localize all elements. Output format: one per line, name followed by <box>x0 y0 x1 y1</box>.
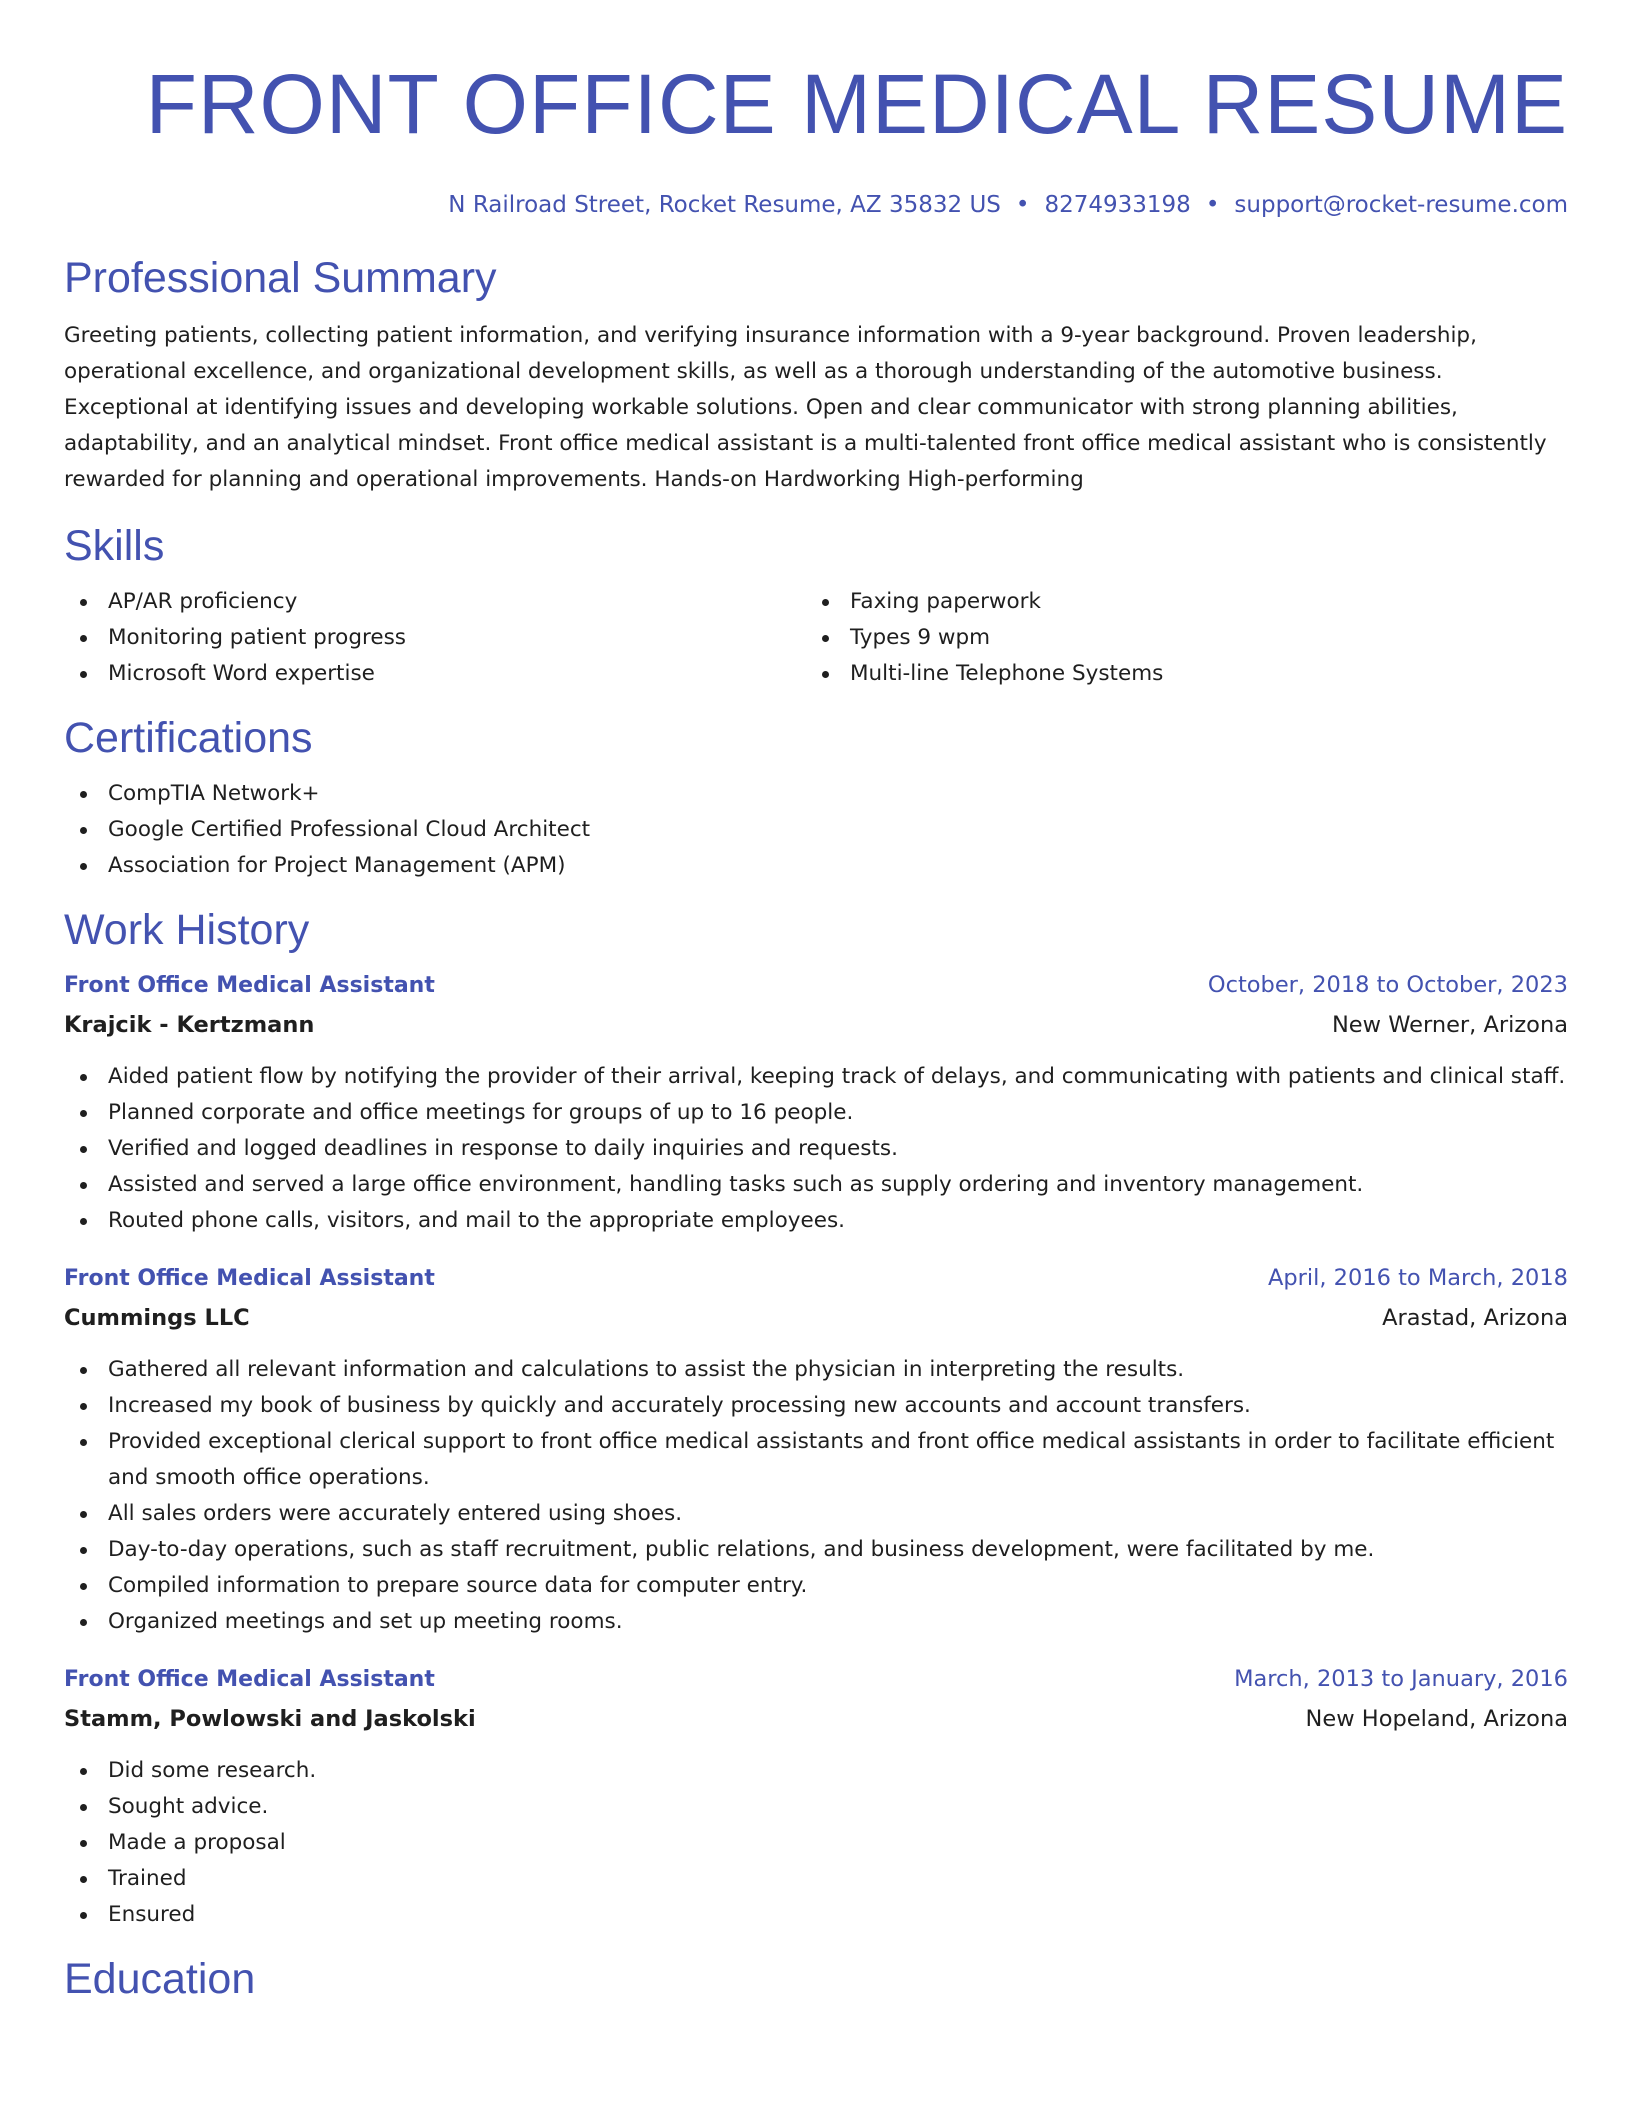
contact-email[interactable]: support@rocket-resume.com <box>1234 192 1568 218</box>
resume-page <box>64 0 1568 2005</box>
job-header-row <box>64 966 1568 1005</box>
contact-separator: • <box>1015 192 1030 218</box>
summary-heading: Professional Summary <box>64 254 497 302</box>
job-bullet: Increased my book of business by quickly and accurately processing new accounts and account transfers. <box>64 1388 1568 1424</box>
job-bullet: Planned corporate and office meetings for groups of up to 16 people. <box>64 1095 1568 1131</box>
skill-item: Monitoring patient progress <box>64 620 806 656</box>
certifications-list <box>64 776 1568 884</box>
job-bullets <box>64 1352 1568 1640</box>
skills-list-right <box>806 584 1548 692</box>
skill-item: Multi-line Telephone Systems <box>806 656 1548 692</box>
job-bullet: Organized meetings and set up meeting rooms. <box>64 1604 1568 1640</box>
skill-item: Types 9 wpm <box>806 620 1548 656</box>
skill-item: AP/AR proficiency <box>64 584 806 620</box>
job-header-row <box>64 1660 1568 1699</box>
summary-text: Greeting patients, collecting patient information, and verifying insurance information with a 9-year background. Proven leadership, operational excellence, and organizational development skills, as well as a thorough understanding of the automotive business. Exceptional at identifying issues and developing workable solutions. Open and clear communicator with strong planning abilities, adaptability, and an analytical mindset. Front office medical assistant is a multi-talented front office medical assistant who is consistently rewarded for planning and operational improvements. Hands-on Hardworking High-performing <box>64 323 1547 492</box>
job-location: Arastad, Arizona <box>1382 1305 1568 1331</box>
work-history-section <box>64 904 1568 1933</box>
skills-grid <box>64 584 1568 692</box>
job-title: Front Office Medical Assistant <box>64 1667 435 1692</box>
certifications-section <box>64 712 1568 884</box>
work-history-heading: Work History <box>64 906 310 954</box>
certification-item: Google Certified Professional Cloud Architect <box>64 812 1568 848</box>
skills-heading: Skills <box>64 522 165 570</box>
resume-title: FRONT OFFICE MEDICAL RESUME <box>145 57 1568 151</box>
job-bullet: Sought advice. <box>64 1789 1568 1825</box>
job-bullet: Verified and logged deadlines in response to daily inquiries and requests. <box>64 1131 1568 1167</box>
job-bullet: Day-to-day operations, such as staff recruitment, public relations, and business development, were facilitated by me. <box>64 1532 1568 1568</box>
certification-item: CompTIA Network+ <box>64 776 1568 812</box>
job-entry <box>64 1259 1568 1640</box>
education-section <box>64 1953 1568 2005</box>
contact-line <box>64 190 1568 220</box>
skills-list-left <box>64 584 806 692</box>
job-bullet: All sales orders were accurately entered using shoes. <box>64 1496 1568 1532</box>
summary-section <box>64 252 1568 498</box>
job-bullet: Did some research. <box>64 1753 1568 1789</box>
job-bullets <box>64 1753 1568 1933</box>
job-bullets <box>64 1059 1568 1239</box>
job-location: New Hopeland, Arizona <box>1305 1706 1568 1732</box>
skill-item: Microsoft Word expertise <box>64 656 806 692</box>
skills-section <box>64 520 1568 692</box>
certifications-heading: Certifications <box>64 714 313 762</box>
job-bullet: Assisted and served a large office environment, handling tasks such as supply ordering and inventory management. <box>64 1167 1568 1203</box>
contact-address: N Railroad Street, Rocket Resume, AZ 35832 US <box>448 192 1001 218</box>
job-bullet: Ensured <box>64 1897 1568 1933</box>
certification-item: Association for Project Management (APM) <box>64 848 1568 884</box>
job-dates: October, 2018 to October, 2023 <box>1207 972 1568 998</box>
job-bullet: Compiled information to prepare source data for computer entry. <box>64 1568 1568 1604</box>
job-company: Cummings LLC <box>64 1305 250 1331</box>
education-heading: Education <box>64 1955 256 2003</box>
job-entry <box>64 966 1568 1239</box>
job-bullet: Made a proposal <box>64 1825 1568 1861</box>
job-company-row <box>64 1699 1568 1739</box>
job-bullet: Provided exceptional clerical support to front office medical assistants and front office medical assistants in order to facilitate efficient and smooth office operations. <box>64 1424 1568 1496</box>
job-company: Stamm, Powlowski and Jaskolski <box>64 1706 476 1732</box>
job-company-row <box>64 1298 1568 1338</box>
job-bullet: Routed phone calls, visitors, and mail to the appropriate employees. <box>64 1203 1568 1239</box>
job-entry <box>64 1660 1568 1933</box>
job-dates: March, 2013 to January, 2016 <box>1234 1666 1568 1692</box>
job-title: Front Office Medical Assistant <box>64 973 435 998</box>
job-bullet: Gathered all relevant information and calculations to assist the physician in interpreting the results. <box>64 1352 1568 1388</box>
job-header-row <box>64 1259 1568 1298</box>
job-location: New Werner, Arizona <box>1331 1012 1568 1038</box>
job-bullet: Aided patient flow by notifying the provider of their arrival, keeping track of delays, and communicating with patients and clinical staff. <box>64 1059 1568 1095</box>
contact-separator: • <box>1205 192 1220 218</box>
job-title: Front Office Medical Assistant <box>64 1266 435 1291</box>
job-bullet: Trained <box>64 1861 1568 1897</box>
job-company-row <box>64 1005 1568 1045</box>
job-company: Krajcik - Kertzmann <box>64 1012 315 1038</box>
contact-phone: 8274933198 <box>1044 192 1191 218</box>
job-dates: April, 2016 to March, 2018 <box>1267 1265 1568 1291</box>
skill-item: Faxing paperwork <box>806 584 1548 620</box>
